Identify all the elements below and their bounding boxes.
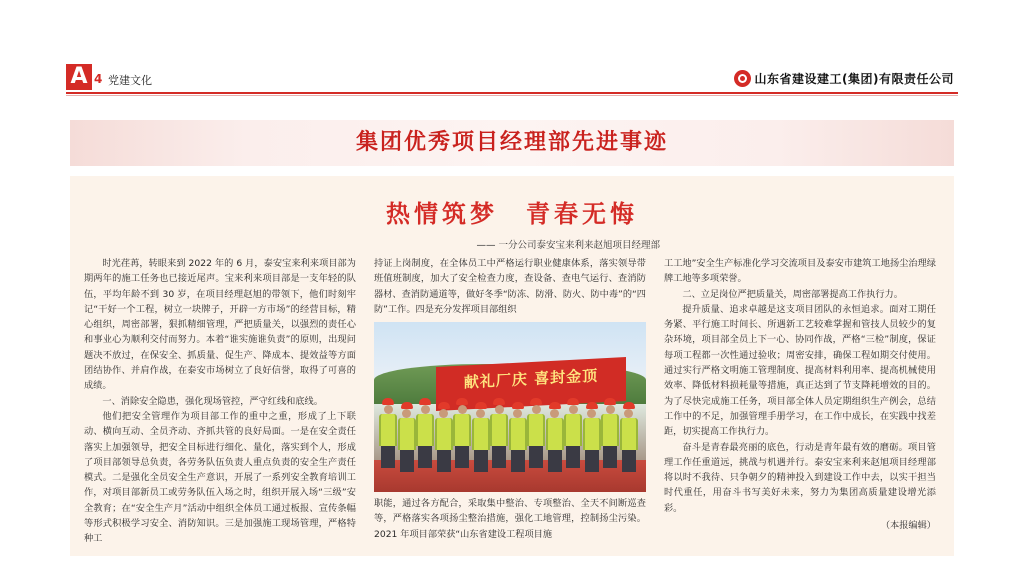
article-headline: 热情筑梦 青春无悔: [386, 199, 638, 228]
company-name: 山东省建设建工(集团)有限责任公司: [754, 71, 954, 86]
article-column-3: [664, 256, 936, 533]
company-logo-icon: [734, 70, 751, 87]
article-column-2-bottom: [374, 496, 646, 542]
section-name: 党建文化: [108, 74, 152, 87]
photo-person: [619, 402, 639, 472]
section-letter: A: [66, 64, 92, 90]
photo-person: [415, 398, 435, 468]
photo-person: [397, 402, 417, 472]
paragraph: 时光荏苒，转眼来到 2022 年的 6 月，泰安宝来利来项目部为期两年的施工任务也已接近尾声。宝来利来项目部是一支年轻的队伍，平均年龄不到 30 岁，在项目经理赵旭的带领下，他们时刻牢记“干好一个工程，树立一块牌子，开辟一方市场”的经营目标，精心组织，周密部署，狠抓精细管理，严把质量关，以强烈的责任心和事业心为顺利交付而努力。本着“谁实施谁负责”的原则，出现问题决不放过，在保安全、抓质量、促生产、降成本、提效益等方面团结协作、并肩作战，在泰安市场树立了良好信誉，取得了可喜的成绩。: [84, 258, 356, 392]
photo-person: [378, 398, 398, 468]
article-column-2: [374, 256, 646, 317]
article-byline: —— 一分公司泰安宝来利来赵旭项目经理部: [476, 240, 660, 251]
photo-person: [471, 402, 491, 472]
paragraph: 他们把安全管理作为项目部工作的重中之重，形成了上下联动、横向互动、全员齐动、齐抓共管的良好局面。一是在安全责任落实上加强领导，把安全目标进行细化、量化，落实到个人，形成了项目部领导总负责，各劳务队伍负责人重点负责的安全生产责任模式。二是强化全员安全生产意识，开展了一系列安全教育培训工作，对项目部新员工或劳务队伍入场之时，组织开展入场“三级”安全教育；在“安全生产月”活动中组织全体员工通过板报、宣传条幅等形式积极学习安全、消防知识。三是加强施工现场管理，严格特种工: [84, 410, 356, 545]
photo-person: [545, 402, 565, 472]
header-rule-thin: [66, 95, 958, 96]
photo-person: [452, 398, 472, 468]
article-column-1: [84, 256, 356, 547]
feature-banner: [70, 120, 954, 166]
photo-person: [563, 398, 583, 468]
banner-title: 集团优秀项目经理部先进事迹: [355, 130, 668, 155]
paragraph: 奋斗是青春最亮丽的底色，行动是青年最有效的磨砺。项目管理工作任重道远，挑战与机遇并行。泰安宝来利来赵旭项目经理部将以时不我待、只争朝夕的精神投入到建设工作中去，以实干担当时代重任，用奋斗书写美好未来，努力为集团高质量建设增光添彩。: [664, 441, 936, 514]
page-header: [66, 64, 958, 90]
photo-person: [526, 398, 546, 468]
photo-person: [434, 402, 454, 472]
paragraph: 持证上岗制度，在全体员工中严格运行职业健康体系，落实领导带班值班制度，加大了安全检查力度，查设备、查电气运行、查消防器材、查消防通道等，做好冬季“防冻、防滑、防火、防中毒”的“四防”工作。四是充分发挥项目部组织: [374, 258, 646, 315]
subheading: 二、立足岗位严把质量关，周密部署提高工作执行力。: [682, 288, 903, 300]
page-number: 4: [94, 72, 103, 86]
photo-person: [489, 398, 509, 468]
subheading: 一、消除安全隐患，强化现场管控，严守红线和底线。: [102, 395, 323, 407]
paragraph: 工工地”安全生产标准化学习交流项目及泰安市建筑工地扬尘治理绿牌工地等多项荣誉。: [664, 258, 936, 285]
company-brand: [734, 69, 954, 87]
paragraph: 提升质量、追求卓越是这支项目团队的永恒追求。面对工期任务紧、平行施工时间长、所遇新工艺较难掌握和管技人员较少的复杂环境，项目部全员上下一心、协同作战，严格“三检”制度，保证每项工程都一次性通过验收；周密安排，确保工程如期交付使用。通过实行严格文明施工管理制度、提高材料利用率、提高机械使用效率、降低材料损耗量等措施，真正达到了节支降耗增效的目的。为了尽快完成施工任务，项目部全体人员定期组织生产例会，总结工作中的不足，加强管理手册学习，在工作中成长，在实践中找差距，切实提高工作执行力。: [664, 303, 936, 438]
article-photo: [374, 322, 646, 492]
photo-people: [378, 398, 642, 488]
paragraph: 职能，通过各方配合，采取集中整治、专项整治、全天不间断巡查等，严格落实各项扬尘整治措施，强化工地管理，控制扬尘污染。2021 年项目部荣获“山东省建设工程项目施: [374, 498, 646, 540]
header-rule: [66, 92, 958, 94]
photo-person: [600, 398, 620, 468]
photo-person: [508, 402, 528, 472]
photo-person: [582, 402, 602, 472]
photo-banner-text: 献礼厂庆 喜封金顶: [463, 366, 599, 392]
article-signoff: （本报编辑）: [880, 520, 936, 532]
